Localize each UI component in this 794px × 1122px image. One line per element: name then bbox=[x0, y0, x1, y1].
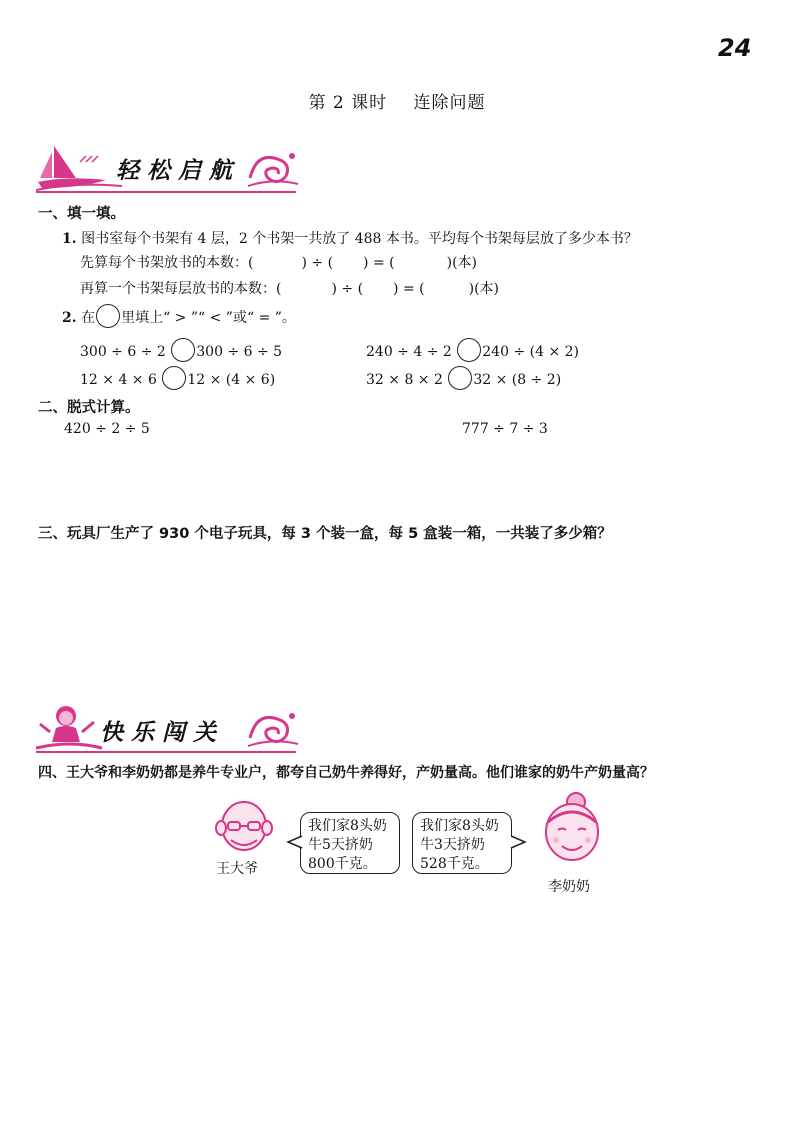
grandpa-name: 王大爷 bbox=[216, 861, 258, 877]
banner-easy-start bbox=[36, 142, 296, 194]
q1-question: 图书室每个书架有 4 层，2 个书架一共放了 488 本书。平均每个书架每层放了多少本书？ bbox=[81, 231, 638, 247]
q2-number: 2. bbox=[62, 310, 77, 326]
q2-text: 2. 在 里填上“ > ”“ < ”或“ = ”。 bbox=[62, 306, 296, 330]
compare-circle-input[interactable] bbox=[171, 338, 195, 362]
grandma-speech-bubble: 我们家8头奶 牛3天挤奶 528千克。 bbox=[412, 812, 512, 874]
q1-step2: 再算一个书架每层放书的本数：( ) ÷ ( ) = ( )(本) bbox=[80, 281, 500, 297]
kid-character-icon bbox=[36, 702, 104, 754]
sailboat-icon bbox=[36, 142, 126, 194]
page-number: 24 bbox=[718, 34, 752, 62]
section4-heading: 四、王大爷和李奶奶都是养牛专业户，都夸自己奶牛养得好，产奶量高。他们谁家的奶牛产奶量高？ bbox=[38, 765, 654, 781]
q1-step2-label: 再算一个书架每层放书的本数： bbox=[80, 281, 276, 297]
banner-happy-challenge bbox=[36, 702, 296, 754]
section3-heading: 三、玩具厂生产了 930 个电子玩具，每 3 个装一盒，每 5 盒装一箱，一共装了多少箱？ bbox=[38, 526, 612, 542]
unit-label: (本) bbox=[452, 255, 478, 271]
lesson-title bbox=[0, 88, 794, 113]
lesson-number: 第 2 课时 bbox=[308, 93, 388, 113]
banner-happy-challenge-title: 快乐闯关 bbox=[100, 720, 224, 746]
speech-tail-icon bbox=[509, 834, 527, 850]
compare-item: 300 ÷ 6 ÷ 2 300 ÷ 6 ÷ 5 bbox=[80, 340, 282, 364]
swirl-ornament-icon bbox=[246, 708, 300, 748]
calc-item: 777 ÷ 7 ÷ 3 bbox=[462, 421, 548, 437]
compare-circle-input[interactable] bbox=[457, 338, 481, 362]
q1-step1-label: 先算每个书架放书的本数： bbox=[80, 255, 248, 271]
calc-item: 420 ÷ 2 ÷ 5 bbox=[64, 421, 150, 437]
q1-number: 1. bbox=[62, 231, 77, 247]
q1-step1: 先算每个书架放书的本数：( ) ÷ ( ) = ( )(本) bbox=[80, 255, 478, 271]
banner-underline bbox=[36, 751, 296, 753]
lesson-topic: 连除问题 bbox=[413, 93, 486, 113]
grandpa-icon bbox=[213, 800, 275, 856]
swirl-ornament-icon bbox=[246, 148, 300, 188]
compare-circle-input[interactable] bbox=[448, 366, 472, 390]
q1-text bbox=[62, 228, 638, 248]
banner-easy-start-title: 轻松启航 bbox=[116, 158, 240, 184]
section2-heading: 二、脱式计算。 bbox=[38, 400, 140, 416]
speech-tail-icon bbox=[286, 834, 304, 850]
compare-item: 12 × 4 × 6 12 × (4 × 6) bbox=[80, 368, 275, 392]
compare-circle-icon bbox=[96, 304, 120, 328]
grandma-name: 李奶奶 bbox=[548, 879, 590, 895]
compare-circle-input[interactable] bbox=[162, 366, 186, 390]
grandpa-speech-bubble: 我们家8头奶 牛5天挤奶 800千克。 bbox=[300, 812, 400, 874]
section1-heading: 一、填一填。 bbox=[38, 206, 125, 222]
banner-underline bbox=[36, 191, 296, 193]
unit-label: (本) bbox=[474, 281, 500, 297]
compare-item: 240 ÷ 4 ÷ 2 240 ÷ (4 × 2) bbox=[366, 340, 579, 364]
compare-item: 32 × 8 × 2 32 × (8 ÷ 2) bbox=[366, 368, 561, 392]
grandma-icon bbox=[538, 792, 608, 868]
